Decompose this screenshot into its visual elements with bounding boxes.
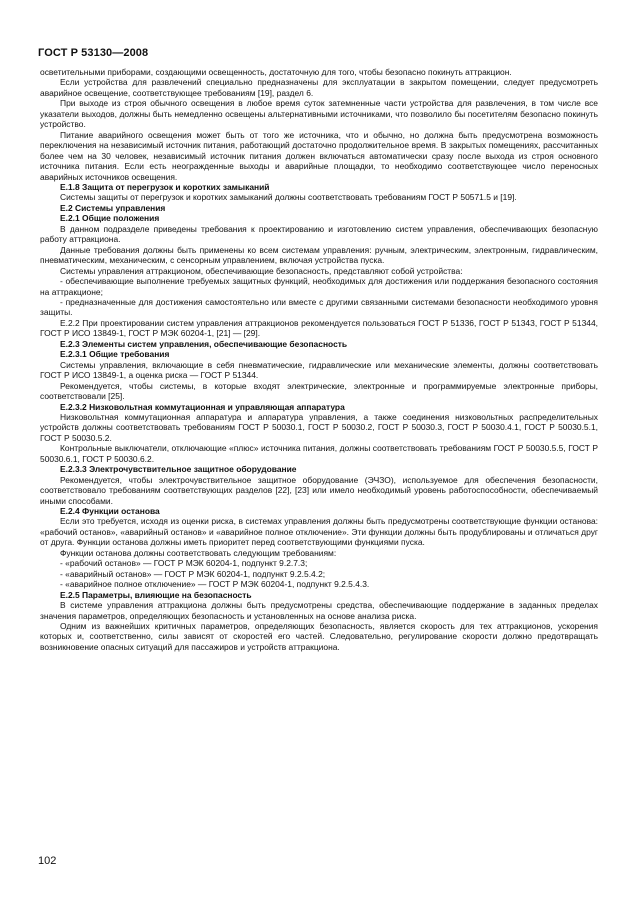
section-heading: Е.2.3 Элементы систем управления, обеспечивающие безопасность xyxy=(60,338,348,349)
section-heading: Е.2.5 Параметры, влияющие на безопасность xyxy=(60,589,252,600)
paragraph: При выходе из строя обычного освещения в любое время суток затемненные части устройства для развлечения, в том числе все указатели выходов, должны быть немедленно освещены альтернативными источниками, что позволило бы посетителям безопасно покинуть устройство. xyxy=(40,98,598,130)
paragraph: - «аварийное полное отключение» — ГОСТ Р МЭК 60204-1, подпункт 9.2.5.4.3. xyxy=(60,579,370,590)
document-header: ГОСТ Р 53130—2008 xyxy=(38,47,149,59)
section-heading: Е.2.4 Функции останова xyxy=(60,506,160,517)
section-heading: Е.2.3.3 Электрочувствительное защитное оборудование xyxy=(60,464,297,475)
paragraph: Е.2.2 При проектировании систем управления аттракционов рекомендуется пользоваться ГОСТ Р 51336, ГОСТ Р 51343, ГОСТ Р 51344, ГОСТ Р ИСО 13849-1, ГОСТ Р МЭК 60204-1, [21] — [29]. xyxy=(40,317,598,339)
paragraph: - обеспечивающие выполнение требуемых защитных функций, необходимых для достижения или поддержания безопасного состояния на аттракционе; xyxy=(40,276,598,297)
section-heading: Е.2 Системы управления xyxy=(60,202,166,213)
paragraph: Системы управления, включающие в себя пневматические, гидравлические или механические элементы, должны соответствовать ГОСТ Р ИСО 13849-1, а оценка риска — ГОСТ Р 51344. xyxy=(40,359,598,381)
paragraph: В системе управления аттракциона должны быть предусмотрены средства, обеспечивающие поддержание в заданных пределах значения параметров, определяющих безопасность и установленных на основе анализа риска. xyxy=(40,600,598,621)
section-heading: Е.1.8 Защита от перегрузок и коротких замыканий xyxy=(60,181,270,192)
section-heading: Е.2.1 Общие положения xyxy=(60,213,160,224)
paragraph: Системы защиты от перегрузок и коротких замыканий должны соответствовать требованиям ГОСТ Р 50571.5 и [19]. xyxy=(60,192,517,203)
paragraph: - «рабочий останов» — ГОСТ Р МЭК 60204-1, подпункт 9.2.7.3; xyxy=(60,558,308,569)
paragraph: Рекомендуется, чтобы системы, в которые входят электрические, электронные и программируемые электронные приборы, соответствовали [25]. xyxy=(40,380,598,402)
document-body xyxy=(40,67,598,652)
paragraph: - предназначенные для достижения самостоятельно или вместе с другими связанными системами безопасности необходимого уровня защиты. xyxy=(40,296,598,318)
paragraph: Если это требуется, исходя из оценки риска, в системах управления должны быть предусмотрены соответствующие функции останова: «рабочий останов», «аварийный останов» и «аварийное полное отключение». Эти функции должны быть продублированы и отличаться друг от друга. Функции останова должны иметь приоритет перед соответствующими функциями пуска. xyxy=(40,516,598,548)
paragraph: - «аварийный останов» — ГОСТ Р МЭК 60204-1, подпункт 9.2.5.4.2; xyxy=(60,568,326,579)
paragraph: Питание аварийного освещения может быть от того же источника, что и обычно, но должна быть предусмотрена возможность переключения на независимый источник питания, работающий достаточно продолжительное время. В закрытых помещениях, рассчитанных более чем на 30 человек, независимый источник питания должен включаться автоматически сразу после выхода из строя основного источника питания. Если есть неогражденные выходы и аварийные площадки, то необходимо соответствующее число переносных аварийных источников освещения. xyxy=(40,129,598,182)
paragraph: осветительными приборами, создающими освещенность, достаточную для того, чтобы безопасно покинуть аттракцион. xyxy=(40,67,512,77)
section-heading: Е.2.3.1 Общие требования xyxy=(60,349,170,360)
paragraph: В данном подразделе приведены требования к проектированию и изготовлению систем управления, обеспечивающих безопасную работу аттракциона. xyxy=(40,223,598,245)
paragraph: Если устройства для развлечений специально предназначены для эксплуатации в закрытом помещении, следует предусмотреть аварийное освещение, соответствующее требованиям [19], раздел 6. xyxy=(40,77,598,98)
paragraph: Функции останова должны соответствовать следующим требованиям: xyxy=(60,547,337,558)
paragraph: Данные требования должны быть применены ко всем системам управления: ручным, электрическим, электронным, гидравлическим, пневматическим, механическим, с сенсорным управлением, включая устройства пуска. xyxy=(40,244,598,266)
paragraph: Низковольтная коммутационная аппаратура и аппаратура управления, а также соединения низковольтных распределительных устройств должны соответствовать требованиям ГОСТ Р 50030.1, ГОСТ Р 50030.2, ГОСТ Р 50030.3, ГОСТ Р 50030.4.1, ГОСТ Р 50030.5.1, ГОСТ Р 50030.5.2. xyxy=(40,411,598,443)
paragraph: Рекомендуется, чтобы электрочувствительное защитное оборудование (ЭЧЗО), используемое для обеспечения безопасности, соответствовало требованиям соответствующих разделов [22], [23] или имело необходимый уровень работоспособности, обеспечиваемый иными способами. xyxy=(40,474,598,506)
section-heading: Е.2.3.2 Низковольтная коммутационная и управляющая аппаратура xyxy=(60,401,345,412)
paragraph: Системы управления аттракционом, обеспечивающие безопасность, представляют собой устройства: xyxy=(60,265,463,276)
page-number: 102 xyxy=(38,855,57,867)
paragraph: Контрольные выключатели, отключающие «плюс» источника питания, должны соответствовать требованиям ГОСТ Р 50030.5.5, ГОСТ Р 50030.6.1, ГОСТ Р 50030.6.2. xyxy=(40,443,598,464)
paragraph: Одним из важнейших критичных параметров, определяющих безопасность, является скорость для тех аттракционов, ускорения которых и, соответственно, силы зависят от скоростей его частей. Следовательно, регулирование скорости должно предотвращать возникновение опасных ситуаций для пассажиров и устройств аттракциона. xyxy=(40,621,598,652)
